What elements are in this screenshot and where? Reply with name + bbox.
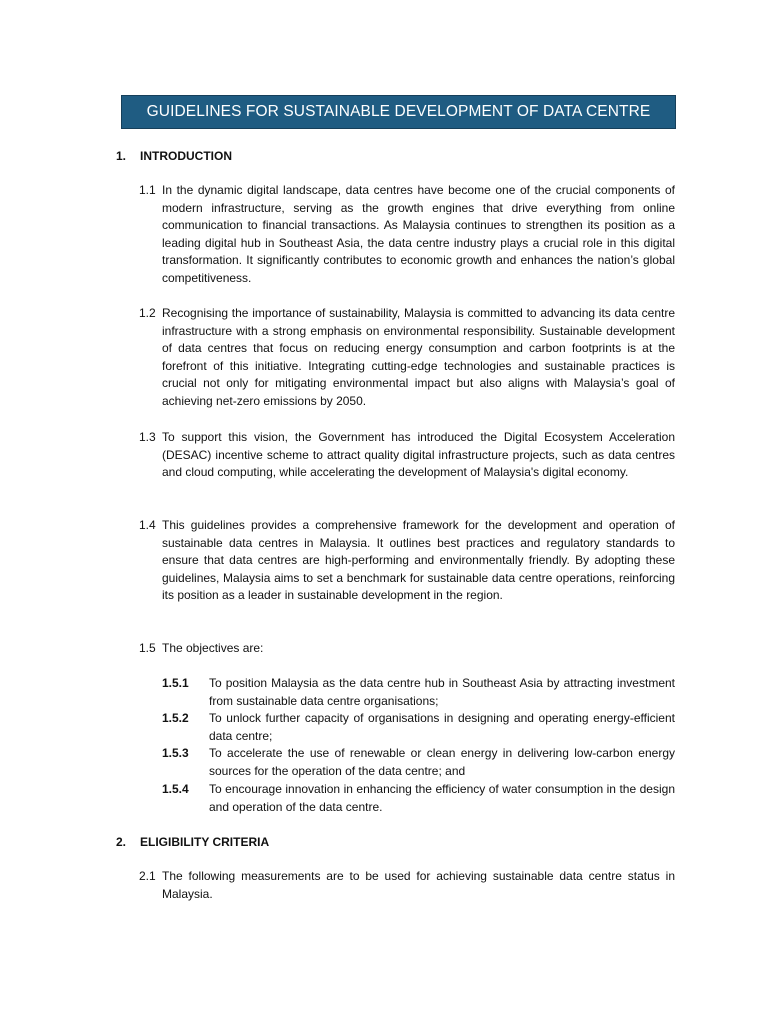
section-title: ELIGIBILITY CRITERIA	[140, 835, 270, 849]
paragraph-1-1	[139, 182, 675, 287]
paragraph-1-4	[139, 517, 675, 605]
document-title: GUIDELINES FOR SUSTAINABLE DEVELOPMENT OF DATA CENTRE	[121, 95, 676, 129]
paragraph-number: 1.3	[139, 430, 156, 444]
paragraph-text: The objectives are:	[162, 641, 264, 655]
objective-text: To position Malaysia as the data centre hub in Southeast Asia by attracting investment from sustainable data centre organisations;	[209, 676, 675, 708]
objective-text: To accelerate the use of renewable or clean energy in delivering low-carbon energy sources for the operation of the data centre; and	[209, 746, 675, 778]
paragraph-1-3	[139, 429, 675, 482]
paragraph-number: 1.5	[139, 641, 156, 655]
objective-number: 1.5.2	[162, 711, 189, 725]
objective-number: 1.5.1	[162, 676, 189, 690]
objective-1-5-3	[162, 745, 675, 780]
paragraph-text: The following measurements are to be used for achieving sustainable data centre status in Malaysia.	[162, 869, 675, 901]
paragraph-text: In the dynamic digital landscape, data centres have become one of the crucial components of modern infrastructure, serving as the growth engines that drive everything from online communication to financial transactions. As Malaysia continues to strengthen its position as a leading digital hub in Southeast Asia, the data centre industry plays a crucial role in this digital transformation. It significantly contributes to economic growth and enhances the nation’s global competitiveness.	[162, 183, 675, 285]
paragraph-number: 1.2	[139, 306, 156, 320]
section-number: 1.	[116, 149, 127, 163]
section-title: INTRODUCTION	[140, 149, 232, 163]
paragraph-text: This guidelines provides a comprehensive framework for the development and operation of sustainable data centres in Malaysia. It outlines best practices and regulatory standards to ensure that data centres are high-performing and environmentally friendly. By adopting these guidelines, Malaysia aims to set a benchmark for sustainable data centre operations, reinforcing its position as a leader in sustainable development in the region.	[162, 518, 675, 602]
paragraph-number: 2.1	[139, 869, 156, 883]
objective-number: 1.5.3	[162, 746, 189, 760]
objective-1-5-4	[162, 781, 675, 816]
paragraph-2-1	[139, 868, 675, 903]
paragraph-1-2	[139, 305, 675, 410]
objective-text: To unlock further capacity of organisations in designing and operating energy-efficient data centre;	[209, 711, 675, 743]
objective-1-5-1	[162, 675, 675, 710]
paragraph-number: 1.1	[139, 183, 156, 197]
objective-number: 1.5.4	[162, 782, 189, 796]
paragraph-number: 1.4	[139, 518, 156, 532]
section-number: 2.	[116, 835, 127, 849]
objective-text: To encourage innovation in enhancing the efficiency of water consumption in the design and operation of the data centre.	[209, 782, 675, 814]
paragraph-1-5	[139, 640, 675, 658]
objective-1-5-2	[162, 710, 675, 745]
paragraph-text: Recognising the importance of sustainability, Malaysia is committed to advancing its data centre infrastructure with a strong emphasis on environmental responsibility. Sustainable development of data centres that focus on reducing energy consumption and carbon footprints is at the forefront of this initiative. Integrating cutting-edge technologies and sustainable practices is crucial not only for mitigating environmental impact but also aligns with Malaysia’s goal of achieving net-zero emissions by 2050.	[162, 306, 675, 408]
paragraph-text: To support this vision, the Government has introduced the Digital Ecosystem Acceleration (DESAC) incentive scheme to attract quality digital infrastructure projects, such as data centres and cloud computing, while accelerating the development of Malaysia's digital economy.	[162, 430, 675, 479]
